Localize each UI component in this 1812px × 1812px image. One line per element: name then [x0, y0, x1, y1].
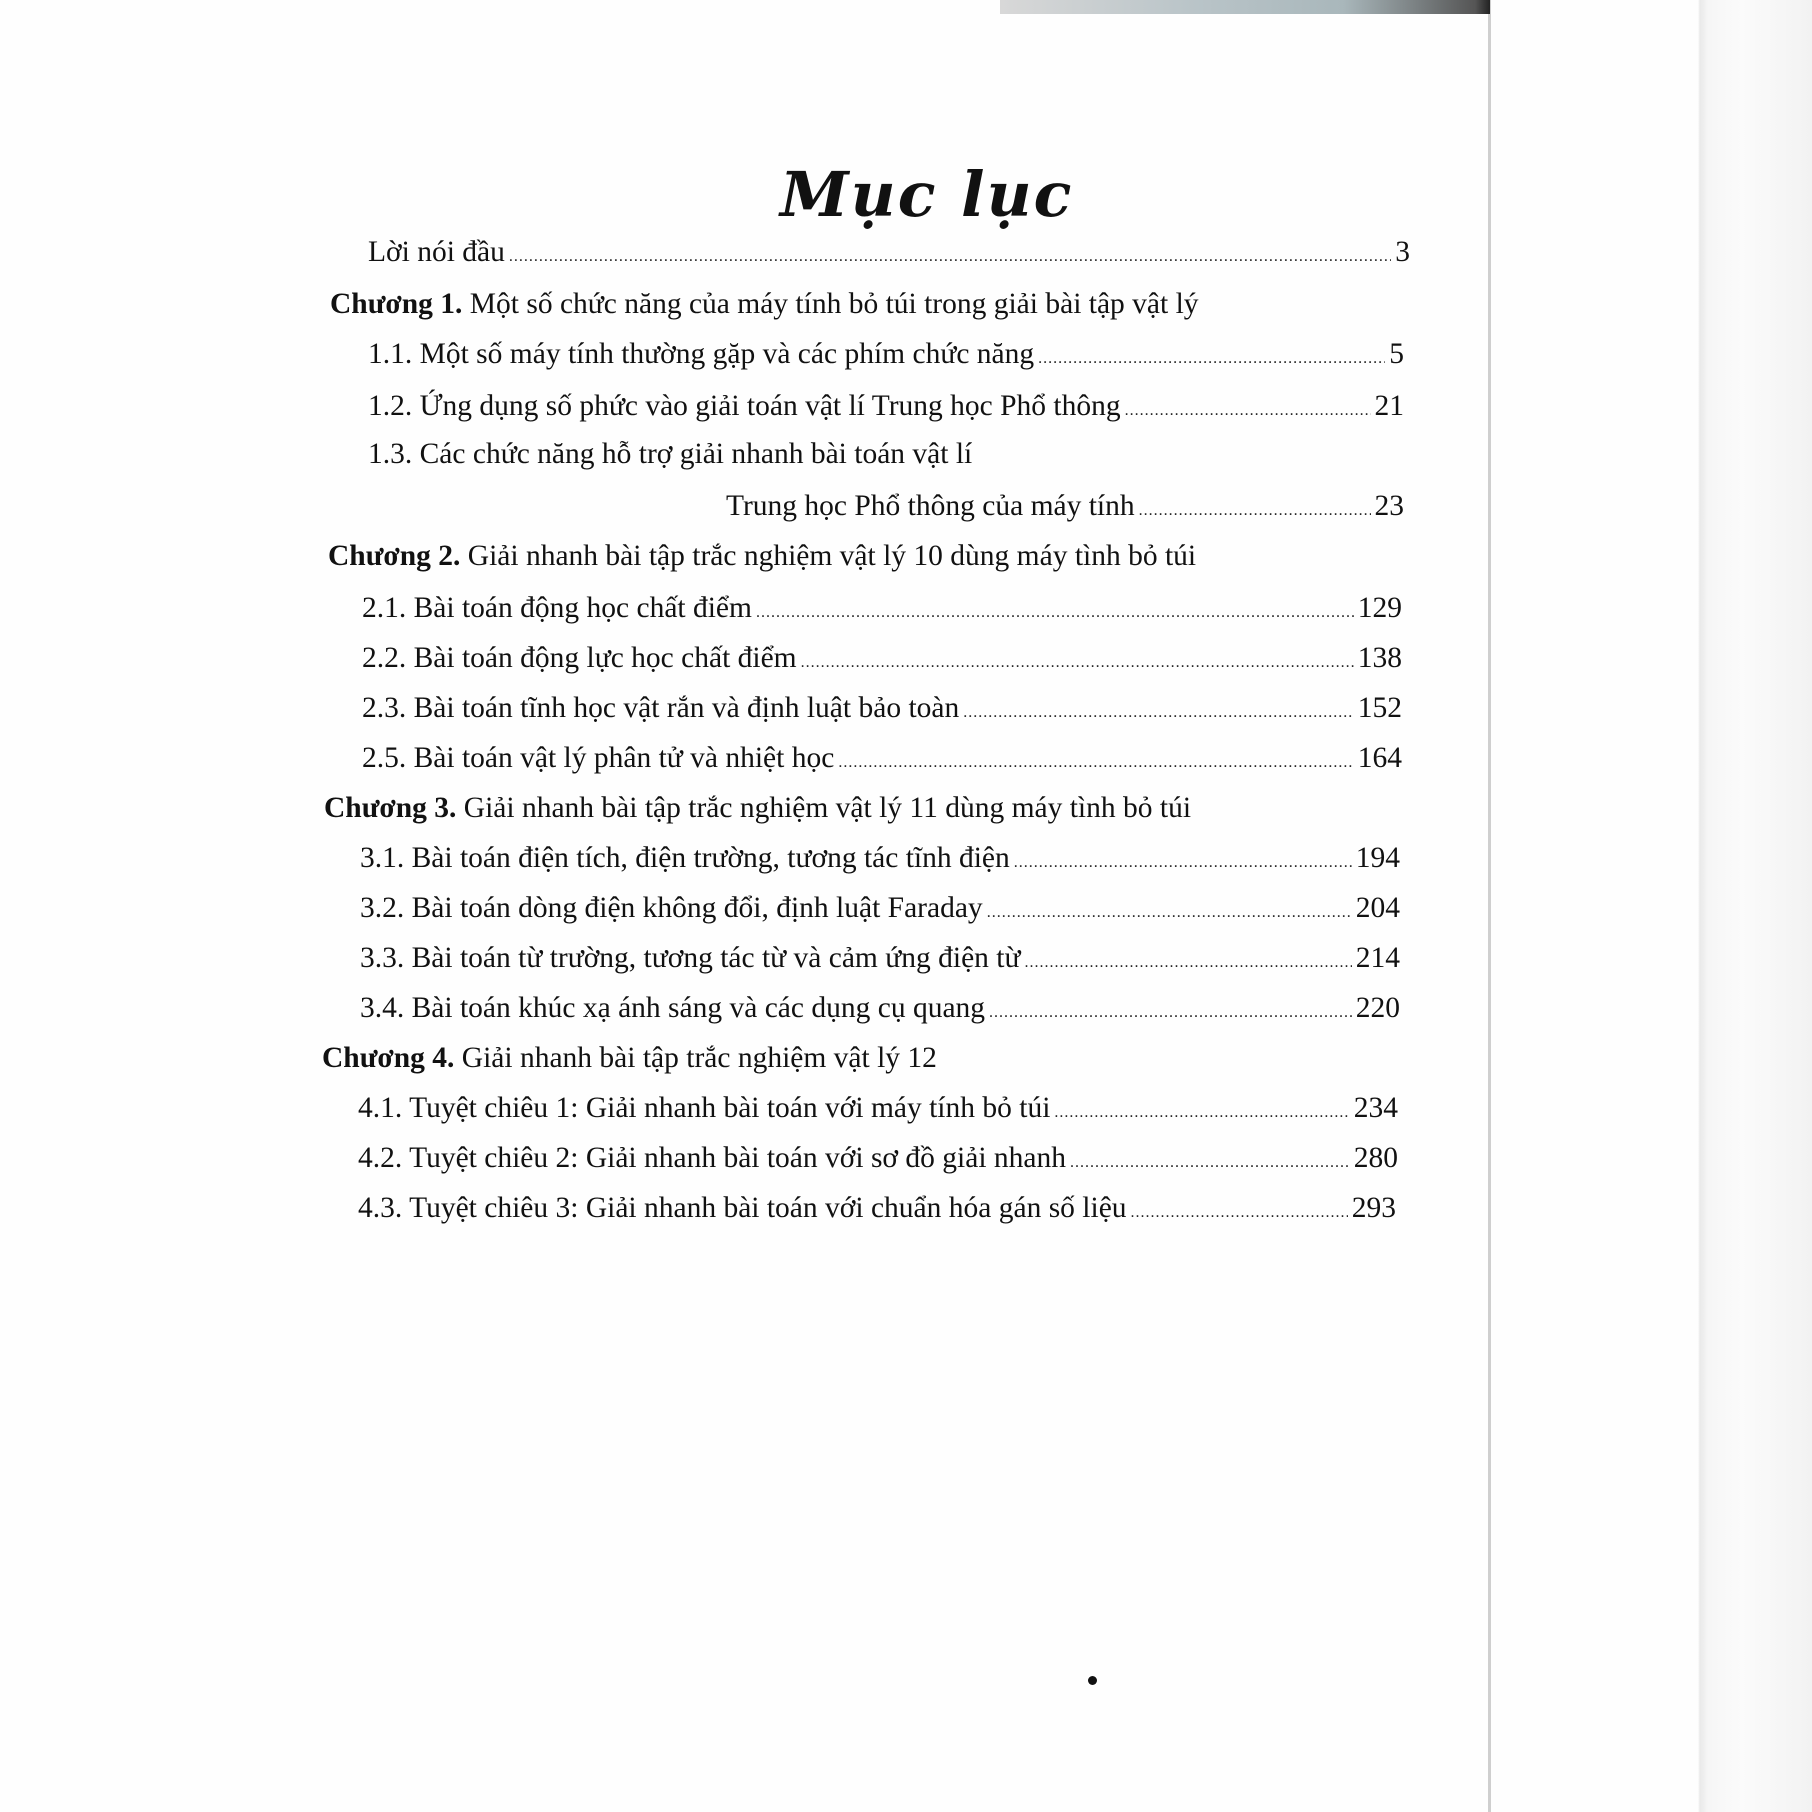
toc-entry-page: 220 — [1355, 992, 1400, 1024]
leader-dots — [987, 904, 1352, 922]
chapter-title: Giải nhanh bài tập trắc nghiệm vật lý 12 — [461, 1042, 937, 1074]
toc-entry — [360, 942, 1400, 978]
toc-entry — [360, 842, 1400, 878]
toc-entry-preface — [368, 236, 1410, 272]
leader-dots — [838, 754, 1353, 772]
toc-entry-page: 194 — [1355, 842, 1400, 874]
toc-entry-label: 3.1. Bài toán điện tích, điện trường, tương tác tĩnh điện — [360, 842, 1010, 874]
leader-dots — [1054, 1104, 1349, 1122]
toc-entry — [368, 338, 1404, 374]
page-title: Mục lục — [780, 158, 1074, 231]
toc-entry-label: 4.2. Tuyệt chiêu 2: Giải nhanh bài toán với sơ đồ giải nhanh — [358, 1142, 1066, 1174]
leader-dots — [509, 248, 1391, 266]
toc-entry — [360, 992, 1400, 1028]
leader-dots — [1131, 1204, 1348, 1222]
chapter-number: Chương 1. — [330, 288, 463, 320]
toc-entry-page: 5 — [1389, 338, 1404, 370]
toc-entry-label: 2.2. Bài toán động lực học chất điểm — [362, 642, 797, 674]
toc-entry — [362, 592, 1402, 628]
page-edge-line — [1488, 0, 1491, 1812]
toc-entry-page: 234 — [1353, 1092, 1398, 1124]
ink-speck — [1088, 1676, 1097, 1685]
toc-entry-page: 129 — [1357, 592, 1402, 624]
toc-entry-label: Trung học Phổ thông của máy tính — [726, 490, 1135, 522]
toc-entry — [358, 1092, 1398, 1128]
chapter-title: Một số chức năng của máy tính bỏ túi trong giải bài tập vật lý — [469, 288, 1199, 320]
toc-entry-label: 3.3. Bài toán từ trường, tương tác từ và cảm ứng điện từ — [360, 942, 1021, 974]
toc-entry — [368, 438, 972, 474]
toc-entry-label: 2.1. Bài toán động học chất điểm — [362, 592, 752, 624]
toc-entry-page: 164 — [1357, 742, 1402, 774]
toc-entry — [358, 1142, 1398, 1178]
leader-dots — [963, 704, 1354, 722]
toc-entry-label: 4.1. Tuyệt chiêu 1: Giải nhanh bài toán với máy tính bỏ túi — [358, 1092, 1051, 1124]
toc-entry — [362, 742, 1402, 778]
chapter-heading-4 — [322, 1042, 937, 1078]
toc-entry-page: 280 — [1353, 1142, 1398, 1174]
leader-dots — [756, 604, 1354, 622]
chapter-number: Chương 2. — [328, 540, 461, 572]
chapter-number: Chương 4. — [322, 1042, 455, 1074]
toc-entry-page: 204 — [1355, 892, 1400, 924]
toc-entry-page: 23 — [1374, 490, 1404, 522]
toc-entry — [358, 1192, 1396, 1228]
leader-dots — [1070, 1154, 1350, 1172]
toc-entry-label: Lời nói đầu — [368, 236, 505, 268]
toc-entry-page: 138 — [1357, 642, 1402, 674]
toc-entry — [360, 892, 1400, 928]
leader-dots — [801, 654, 1354, 672]
toc-entry-page: 152 — [1357, 692, 1402, 724]
chapter-title: Giải nhanh bài tập trắc nghiệm vật lý 11 dùng máy tình bỏ túi — [463, 792, 1192, 824]
toc-entry-label: 4.3. Tuyệt chiêu 3: Giải nhanh bài toán với chuẩn hóa gán số liệu — [358, 1192, 1127, 1224]
toc-entry-label: 1.2. Ứng dụng số phức vào giải toán vật lí Trung học Phổ thông — [368, 390, 1121, 422]
page-edge-shadow — [1512, 0, 1812, 1812]
leader-dots — [1139, 502, 1371, 520]
toc-entry-label: 3.4. Bài toán khúc xạ ánh sáng và các dụng cụ quang — [360, 992, 986, 1024]
chapter-number: Chương 3. — [324, 792, 457, 824]
leader-dots — [1038, 350, 1385, 368]
chapter-heading-1 — [330, 288, 1199, 324]
chapter-title: Giải nhanh bài tập trắc nghiệm vật lý 10 dùng máy tình bỏ túi — [467, 540, 1197, 572]
toc-entry-label: 1.3. Các chức năng hỗ trợ giải nhanh bài toán vật lí — [368, 438, 973, 470]
leader-dots — [989, 1004, 1352, 1022]
toc-entry — [368, 390, 1404, 426]
toc-entry-label: 2.3. Bài toán tĩnh học vật rắn và định luật bảo toàn — [362, 692, 960, 724]
chapter-heading-2 — [328, 540, 1196, 576]
leader-dots — [1014, 854, 1352, 872]
leader-dots — [1125, 402, 1371, 420]
top-scan-edge — [1000, 0, 1490, 14]
toc-entry-page: 21 — [1374, 390, 1404, 422]
toc-entry — [362, 692, 1402, 728]
toc-entry-page: 293 — [1351, 1192, 1396, 1224]
toc-entry-page: 3 — [1395, 236, 1410, 268]
toc-entry-label: 3.2. Bài toán dòng điện không đổi, định luật Faraday — [360, 892, 983, 924]
toc-entry — [362, 642, 1402, 678]
toc-entry-label: 1.1. Một số máy tính thường gặp và các phím chức năng — [368, 338, 1035, 370]
chapter-heading-3 — [324, 792, 1191, 828]
toc-entry-label: 2.5. Bài toán vật lý phân tử và nhiệt học — [362, 742, 835, 774]
leader-dots — [1024, 954, 1351, 972]
toc-entry-continuation — [726, 490, 1404, 526]
toc-entry-page: 214 — [1355, 942, 1400, 974]
